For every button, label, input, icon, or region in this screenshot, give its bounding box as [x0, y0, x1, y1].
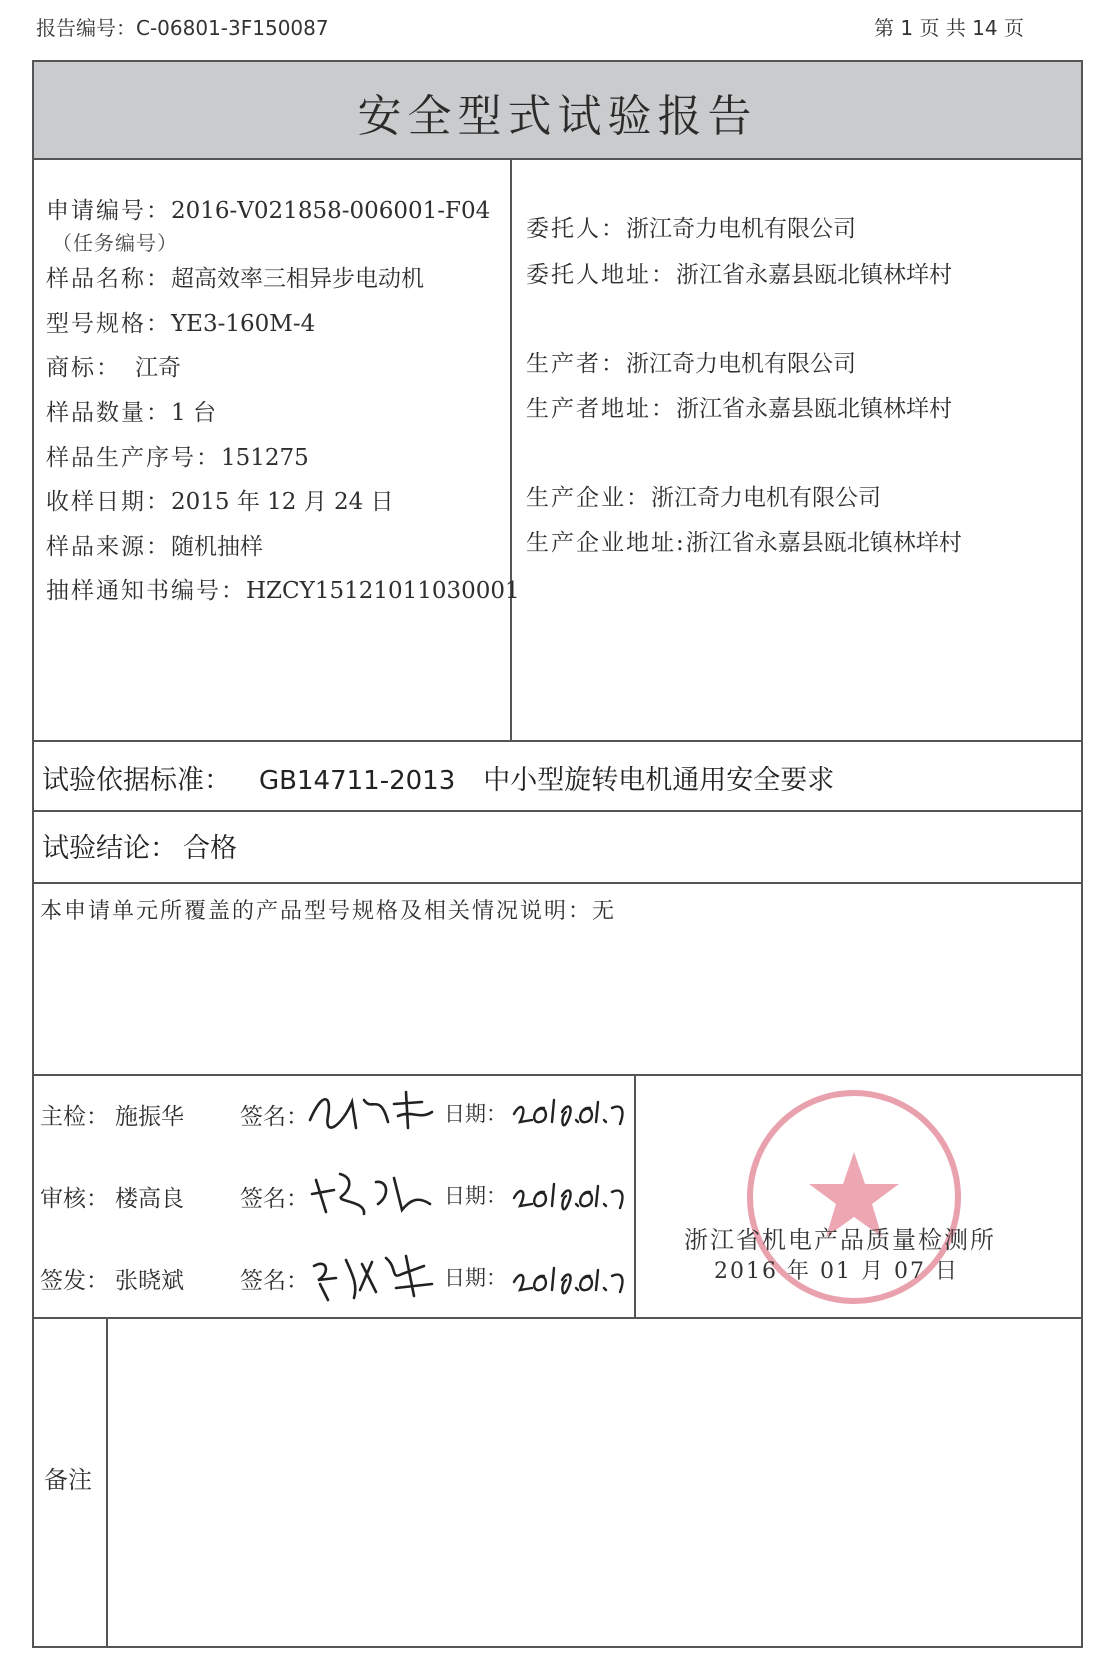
sampling-notice-number: 抽样通知书编号：HZCY15121011030001	[46, 578, 520, 604]
handwritten-signature	[306, 1244, 446, 1304]
divider	[34, 810, 1081, 812]
issuer-name: 浙江省机电产品质量检测所	[684, 1226, 996, 1254]
remarks-label: 备注	[44, 1466, 92, 1494]
producer-address: 生产者地址：浙江省永嘉县瓯北镇林垟村	[526, 396, 952, 422]
sample-quantity: 样品数量：1 台	[46, 400, 216, 426]
producer: 生产者：浙江奇力电机有限公司	[526, 351, 856, 377]
sample-source: 样品来源：随机抽样	[46, 534, 263, 560]
remarks-content	[108, 1319, 1081, 1646]
signature-row: 签发： 张晓斌	[40, 1268, 184, 1294]
sign-label: 签名：	[240, 1104, 309, 1130]
signature-row: 审核： 楼高良	[40, 1186, 184, 1212]
test-conclusion: 试验结论： 合格	[42, 833, 237, 864]
task-number-note: （任务编号）	[52, 231, 178, 255]
report-form	[32, 60, 1083, 1648]
report-number: 报告编号：C-06801-3F150087	[36, 16, 329, 40]
handwritten-signature	[306, 1160, 446, 1222]
date-label: 日期：	[444, 1266, 507, 1290]
received-date: 收样日期：2015 年 12 月 24 日	[46, 489, 394, 515]
client: 委托人：浙江奇力电机有限公司	[526, 216, 856, 242]
divider	[34, 882, 1081, 884]
manufacturer: 生产企业：浙江奇力电机有限公司	[526, 485, 881, 511]
divider	[510, 158, 512, 740]
handwritten-date	[510, 1252, 634, 1300]
signature-row: 主检： 施振华	[40, 1104, 184, 1130]
divider	[34, 1074, 1081, 1076]
divider	[34, 740, 1081, 742]
date-label: 日期：	[444, 1102, 507, 1126]
report-title: 安全型式试验报告	[357, 91, 758, 142]
date-label: 日期：	[444, 1184, 507, 1208]
divider	[34, 158, 1081, 160]
handwritten-date	[510, 1168, 634, 1216]
sign-label: 签名：	[240, 1268, 309, 1294]
handwritten-date	[510, 1084, 634, 1132]
coverage-note: 本申请单元所覆盖的产品型号规格及相关情况说明：无	[40, 899, 617, 924]
trademark: 商标： 江奇	[46, 355, 181, 381]
page-count: 第 1 页 共 14 页	[874, 16, 1024, 40]
sample-serial: 样品生产序号：151275	[46, 445, 309, 471]
test-standard: 试验依据标准： GB14711-2013 中小型旋转电机通用安全要求	[42, 765, 835, 796]
sign-label: 签名：	[240, 1186, 309, 1212]
application-number: 申请编号：2016-V021858-006001-F04	[46, 198, 491, 224]
manufacturer-address: 生产企业地址:浙江省永嘉县瓯北镇林垟村	[526, 530, 962, 556]
handwritten-signature	[302, 1082, 442, 1138]
issuer-date: 2016 年 01 月 07 日	[714, 1259, 959, 1284]
model: 型号规格：YE3-160M-4	[46, 311, 316, 337]
sample-name: 样品名称：超高效率三相异步电动机	[46, 266, 424, 292]
client-address: 委托人地址：浙江省永嘉县瓯北镇林垟村	[526, 262, 952, 288]
divider	[634, 1074, 636, 1317]
